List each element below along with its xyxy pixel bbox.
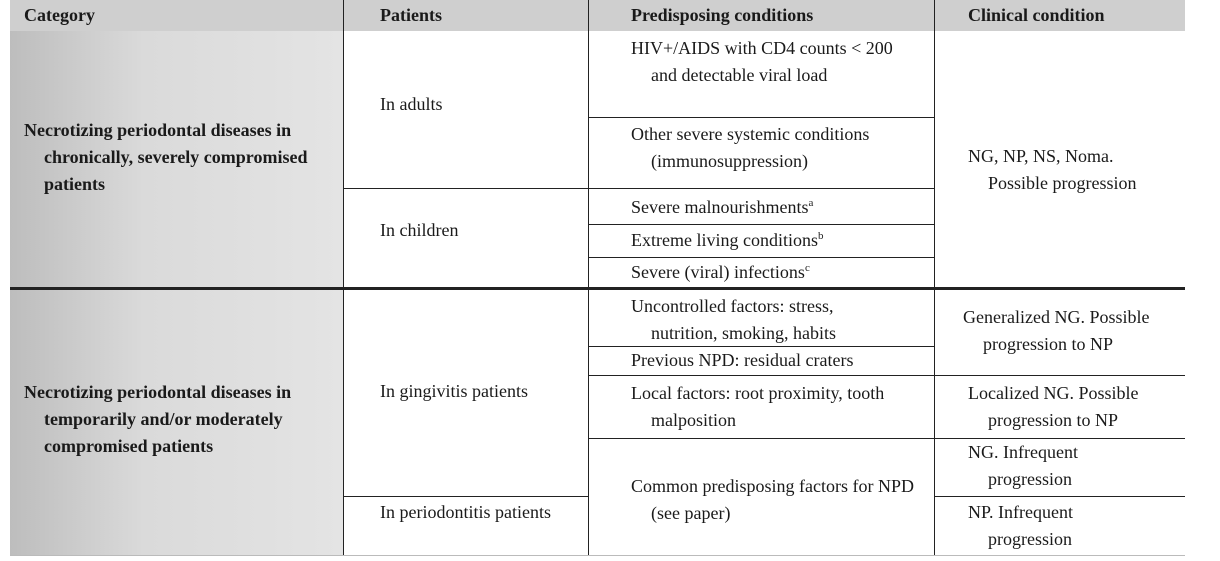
rule-cond-2 [589,375,1185,376]
condition-local: Local factors: root proximity, tooth malposition [631,383,885,430]
patients-adults: In adults [380,94,443,114]
condition-malnourishment: Severe malnourishments$^a$ [631,197,814,217]
condition-living: Extreme living conditions$^b$ [631,230,824,250]
condition-hiv-aids: HIV+/AIDS with CD4 counts < 200 and detectable viral load [631,38,893,85]
condition-uncontrolled: Uncontrolled factors: stress, nutrition, smoking, habits [631,296,837,343]
clinical-severe: NG, NP, NS, Noma. Possible progression [968,146,1137,193]
rule-cond-3 [589,438,1185,439]
category-moderate-label: Necrotizing periodontal diseases in temporarily and/or moderately compromised patients [24,382,292,456]
rule-cond-1 [589,346,935,347]
clinical-np-infrequent: NP. Infrequent progression [968,502,1073,549]
rule-adult-conditions [589,117,935,118]
rule-adults-children [344,188,935,189]
header-patients: Patients [344,0,589,31]
clinical-ng-infrequent: NG. Infrequent progression [968,442,1078,489]
rule-clin-3 [935,496,1185,497]
rule-child-2 [589,257,935,258]
header-category: Category [10,0,344,31]
clinical-generalized: Generalized NG. Possible progression to NP [963,307,1150,354]
condition-previous-npd: Previous NPD: residual craters [631,350,854,370]
table-bottom-border [10,555,1185,556]
condition-infections: Severe (viral) infections$^c$ [631,262,810,282]
group-separator [10,287,1185,290]
col-divider-2 [588,0,589,556]
npd-classification-table [10,0,1185,556]
rule-patients [344,496,589,497]
patients-gingivitis: In gingivitis patients [380,381,528,401]
patients-periodontitis: In periodontitis patients [380,502,551,522]
rule-child-1 [589,224,935,225]
patients-children: In children [380,220,459,240]
header-predisposing: Predisposing conditions [589,0,935,31]
col-divider-1 [343,0,344,556]
condition-common: Common predisposing factors for NPD (see paper) [631,476,914,523]
col-divider-3 [934,0,935,556]
header-clinical: Clinical condition [935,0,1185,31]
condition-systemic: Other severe systemic conditions (immunosuppression) [631,124,870,171]
clinical-localized: Localized NG. Possible progression to NP [968,383,1139,430]
category-severe-label: Necrotizing periodontal diseases in chronically, severely compromised patients [24,120,308,194]
